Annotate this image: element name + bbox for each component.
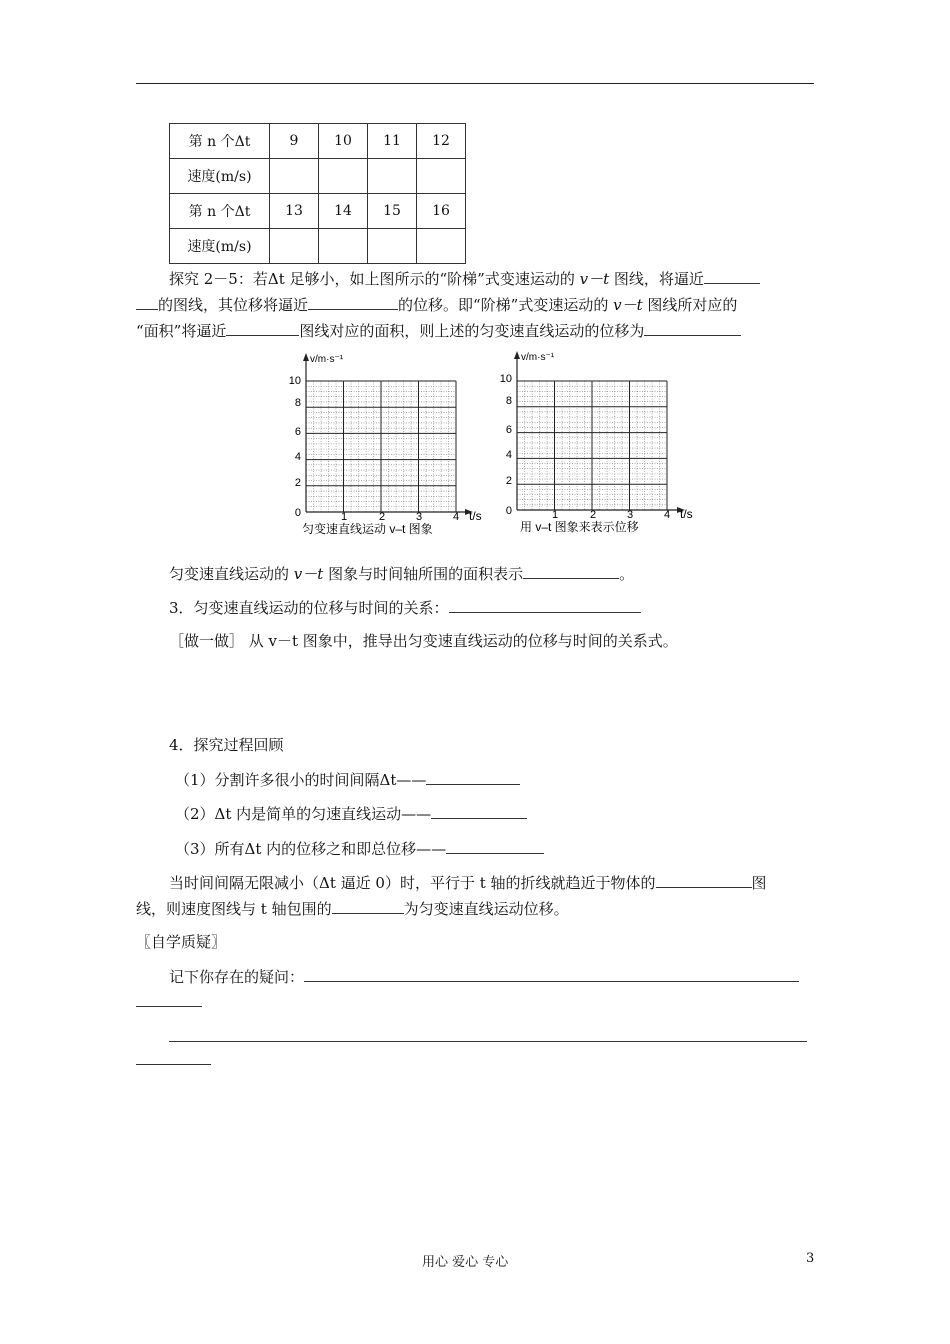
explore-line-3: “面积”将逼近 图线对应的面积，则上述的匀变速直线运动的位移为 — [136, 320, 741, 341]
y-tick: 8 — [294, 397, 301, 409]
y-tick: 2 — [505, 475, 512, 487]
answer-blank[interactable] — [226, 320, 299, 336]
x-axis-label: t/s — [680, 507, 693, 521]
left-axes — [289, 353, 482, 536]
x-tick: 4 — [663, 509, 671, 521]
question-input-line[interactable] — [136, 1006, 202, 1007]
table-cell: 12 — [417, 124, 466, 159]
x-tick: 1 — [340, 511, 348, 523]
row-label: 速度(m/s) — [170, 159, 270, 194]
x-tick: 1 — [551, 509, 559, 521]
item-4-heading: 4．探究过程回顾 — [169, 736, 284, 754]
conclusion-line-1: 当时间间隔无限减小（Δt 逼近 0）时，平行于 t 轴的折线就趋近于物体的 图 — [169, 874, 767, 892]
y-tick: 0 — [294, 507, 301, 519]
x-tick: 3 — [415, 511, 423, 523]
page-number: 3 — [806, 1251, 815, 1266]
answer-blank[interactable] — [523, 563, 619, 579]
table-cell — [319, 159, 368, 194]
y-axis-label: v/m·s⁻¹ — [521, 352, 555, 363]
x-tick: 2 — [378, 511, 386, 523]
table-cell — [368, 159, 417, 194]
explore-line-2: 的图线，其位移将逼近 的位移。即“阶梯”式变速运动的 v－t 图线所对应的 — [136, 294, 737, 315]
y-tick: 10 — [499, 373, 512, 385]
y-tick: 10 — [288, 375, 301, 387]
table-cell — [417, 159, 466, 194]
y-axis-label: v/m·s⁻¹ — [310, 354, 344, 365]
vt-graphs — [280, 348, 700, 548]
table-cell: 15 — [368, 194, 417, 229]
table-cell: 14 — [319, 194, 368, 229]
y-tick: 6 — [505, 424, 512, 436]
table-row — [170, 229, 466, 264]
conclusion-line-2: 线，则速度图线与 t 轴包围的 为匀变速直线运动位移。 — [136, 900, 569, 918]
x-axis-label: t/s — [469, 509, 482, 523]
y-arrow-icon — [303, 353, 309, 361]
answer-blank[interactable] — [431, 803, 527, 819]
row-label: 第 n 个Δt — [170, 124, 270, 159]
answer-blank[interactable] — [644, 320, 741, 336]
table-row — [170, 124, 466, 159]
table-cell: 11 — [368, 124, 417, 159]
table-row — [170, 159, 466, 194]
y-arrow-icon — [514, 351, 520, 359]
answer-blank[interactable] — [308, 294, 398, 310]
question-prompt: 记下你存在的疑问： — [169, 966, 799, 987]
left-caption: 匀变速直线运动 v–t 图象 — [302, 522, 433, 536]
x-tick: 4 — [452, 511, 460, 523]
answer-blank[interactable] — [136, 294, 158, 310]
table-cell — [368, 229, 417, 264]
x-tick: 3 — [626, 509, 634, 521]
right-grid — [517, 381, 667, 510]
question-input-line[interactable] — [304, 966, 799, 982]
right-axes — [500, 351, 693, 534]
header-rule — [136, 83, 814, 84]
table-row — [170, 194, 466, 229]
y-tick: 4 — [294, 451, 301, 463]
y-tick: 8 — [505, 395, 512, 407]
question-input-line[interactable] — [136, 1064, 211, 1065]
table-cell: 13 — [270, 194, 319, 229]
table-cell — [270, 229, 319, 264]
right-caption: 用 v–t 图象来表示位移 — [520, 520, 639, 534]
answer-blank[interactable] — [704, 268, 760, 284]
explore-line-1: 探究 2－5：若Δt 足够小，如上图所示的“阶梯”式变速运动的 v－t 图线，将逼近 — [169, 268, 760, 289]
answer-blank[interactable] — [449, 597, 641, 613]
y-tick: 6 — [294, 426, 301, 438]
left-grid — [306, 381, 456, 512]
table-cell — [319, 229, 368, 264]
table-cell — [417, 229, 466, 264]
row-label: 速度(m/s) — [170, 229, 270, 264]
answer-blank[interactable] — [446, 838, 544, 854]
velocity-table — [169, 123, 466, 264]
answer-blank[interactable] — [332, 898, 404, 914]
question-input-line[interactable] — [169, 1041, 807, 1042]
y-tick: 0 — [505, 505, 512, 517]
try-it-line: ［做一做］ 从 v－t 图象中，推导出匀变速直线运动的位移与时间的关系式。 — [169, 632, 678, 650]
table-cell: 9 — [270, 124, 319, 159]
step-1: （1）分割许多很小的时间间隔Δt—— — [175, 769, 520, 790]
step-2: （2）Δt 内是简单的匀速直线运动—— — [175, 803, 527, 824]
area-line: 匀变速直线运动的 v－t 图象与时间轴所围的面积表示 。 — [169, 565, 635, 583]
answer-blank[interactable] — [656, 872, 752, 888]
step-3: （3）所有Δt 内的位移之和即总位移—— — [175, 838, 544, 859]
footer-slogan: 用心 爱心 专心 — [422, 1255, 509, 1270]
table-cell — [270, 159, 319, 194]
y-tick: 4 — [505, 449, 512, 461]
table-cell: 16 — [417, 194, 466, 229]
row-label: 第 n 个Δt — [170, 194, 270, 229]
x-tick: 2 — [589, 509, 597, 521]
self-study-heading: 〖自学质疑〗 — [136, 933, 227, 951]
item-3: 3．匀变速直线运动的位移与时间的关系： — [169, 597, 641, 618]
answer-blank[interactable] — [426, 769, 520, 785]
y-tick: 2 — [294, 477, 301, 489]
table-cell: 10 — [319, 124, 368, 159]
